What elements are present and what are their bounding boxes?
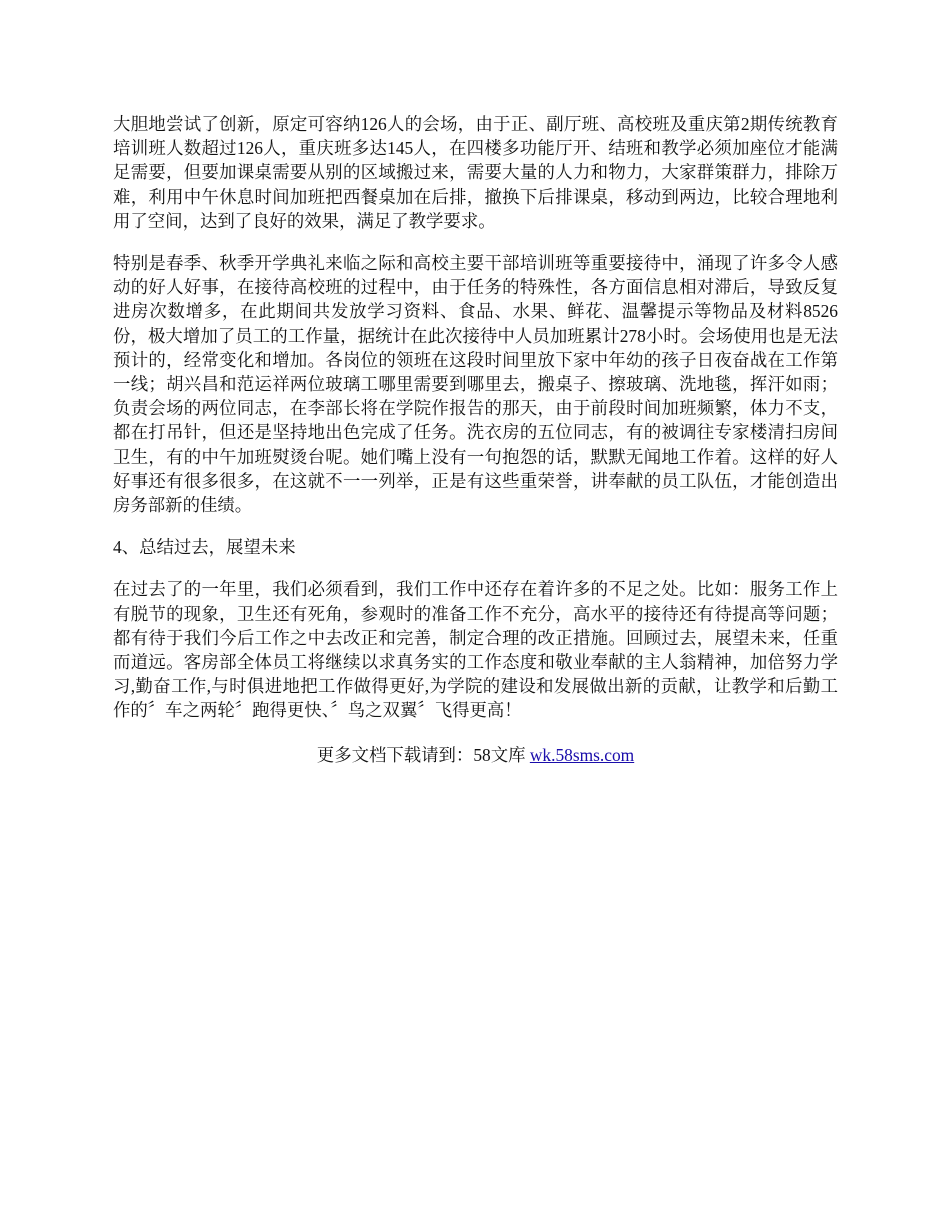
document-body xyxy=(113,112,838,767)
paragraph-good-deeds: 特别是春季、秋季开学典礼来临之际和高校主要干部培训班等重要接待中，涌现了许多令人感动的好人好事，在接待高校班的过程中，由于任务的特殊性，各方面信息相对滞后，导致反复进房次数增多，在此期间共发放学习资料、食品、水果、鲜花、温馨提示等物品及材料8526份，极大增加了员工的工作量，据统计在此次接待中人员加班累计278小时。会场使用也是无法预计的，经常变化和增加。各岗位的领班在这段时间里放下家中年幼的孩子日夜奋战在工作第一线；胡兴昌和范运祥两位玻璃工哪里需要到哪里去，搬桌子、擦玻璃、洗地毯，挥汗如雨；负责会场的两位同志，在李部长将在学院作报告的那天，由于前段时间加班频繁，体力不支，都在打吊针，但还是坚持地出色完成了任务。洗衣房的五位同志，有的被调往专家楼清扫房间卫生，有的中午加班熨烫台呢。她们嘴上没有一句抱怨的话，默默无闻地工作着。这样的好人好事还有很多很多，在这就不一一列举，正是有这些重荣誉，讲奉献的员工队伍，才能创造出房务部新的佳绩。 xyxy=(113,253,838,516)
footer-text: 更多文档下载请到：58文库 xyxy=(316,744,530,765)
download-footer xyxy=(113,743,838,767)
footer-link[interactable]: wk.58sms.com xyxy=(529,744,635,765)
section-heading: 4、总结过去，展望未来 xyxy=(113,537,296,558)
paragraph-summary: 在过去了的一年里，我们必须看到，我们工作中还存在着许多的不足之处。比如：服务工作上有脱节的现象，卫生还有死角，参观时的准备工作不充分，高水平的接待还有待提高等问题；都有待于我们今后工作之中去改正和完善，制定合理的改正措施。回顾过去，展望未来，任重而道远。客房部全体员工将继续以求真务实的工作态度和敬业奉献的主人翁精神，加倍努力学习,勤奋工作,与时俱进地把工作做得更好,为学院的建设和发展做出新的贡献，让教学和后勤工作的〞车之两轮〞跑得更快、〞鸟之双翼〞飞得更高！ xyxy=(113,579,838,721)
paragraph-seating-arrangement: 大胆地尝试了创新，原定可容纳126人的会场，由于正、副厅班、高校班及重庆第2期传统教育培训班人数超过126人，重庆班多达145人，在四楼多功能厅开、结班和教学必须加座位才能满足需要，但要加课桌需要从别的区域搬过来，需要大量的人力和物力，大家群策群力，排除万难，利用中午休息时间加班把西餐桌加在后排，撤换下后排课桌，移动到两边，比较合理地利用了空间，达到了良好的效果，满足了教学要求。 xyxy=(113,114,838,231)
